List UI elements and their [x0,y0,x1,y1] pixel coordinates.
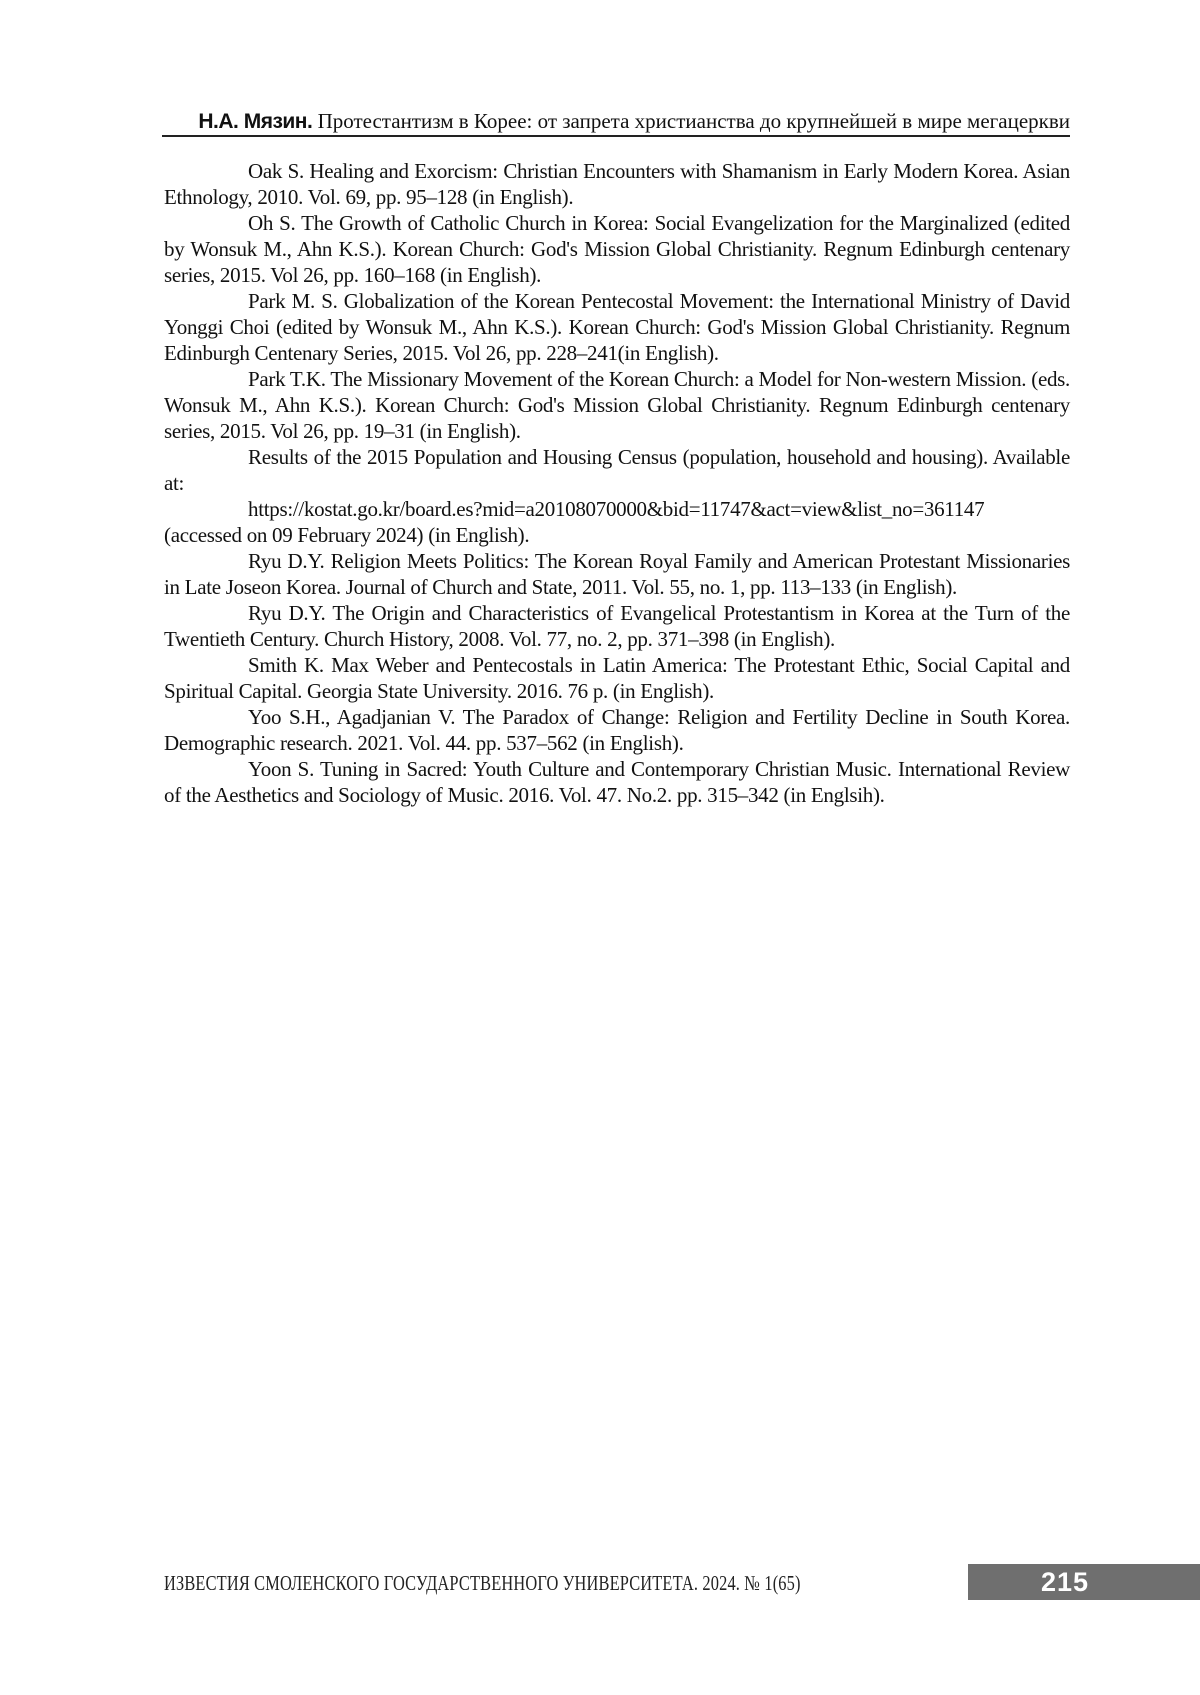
reference-url-link[interactable]: https://kostat.go.kr/board.es?mid=a20108070000&bid=11747&act=view&list_no=361147 [248,497,985,521]
header-author: Н.А. Мязин. [198,110,313,133]
reference-item [164,288,1070,366]
reference-text: Oak S. Healing and Exorcism: Christian Encounters with Shamanism in Early Modern Korea. Asian Ethnology, 2010. Vol. 69, pp. 95–128 (in English). [164,159,1070,209]
reference-text: Yoon S. Tuning in Sacred: Youth Culture and Contemporary Christian Music. International Review of the Aesthetics and Sociology of Music. 2016. Vol. 47. No.2. pp. 315–342 (in Englsih). [164,757,1070,807]
running-header [162,108,1070,135]
reference-item [164,158,1070,210]
reference-text: Smith K. Max Weber and Pentecostals in Latin America: The Protestant Ethic, Social Capital and Spiritual Capital. Georgia State University. 2016. 76 p. (in English). [164,653,1070,703]
reference-tail-text: (accessed on 09 February 2024) (in English). [164,523,530,547]
reference-text: Ryu D.Y. Religion Meets Politics: The Korean Royal Family and American Protestant Missionaries in Late Joseon Korea. Journal of Church and State, 2011. Vol. 55, no. 1, pp. 113–133 (in English). [164,549,1070,599]
reference-list [164,158,1070,808]
header-rule [162,135,1070,137]
footer-journal-title: ИЗВЕСТИЯ СМОЛЕНСКОГО ГОСУДАРСТВЕННОГО УНИВЕРСИТЕТА. 2024. № 1(65) [164,1571,801,1595]
reference-text: Oh S. The Growth of Catholic Church in Korea: Social Evangelization for the Marginalized (edited by Wonsuk M., Ahn K.S.). Korean Church: God's Mission Global Christianity. Regnum Edinburgh centenary series, 2015. Vol 26, pp. 160–168 (in English). [164,211,1070,287]
page-number: 215 [1040,1567,1090,1597]
header-article-title: Протестантизм в Корее: от запрета христианства до крупнейшей в мире мегацеркви [317,109,1070,133]
reference-item [164,756,1070,808]
reference-item [164,652,1070,704]
reference-item [164,600,1070,652]
reference-item [164,366,1070,444]
reference-text: Yoo S.H., Agadjanian V. The Paradox of Change: Religion and Fertility Decline in South Korea. Demographic research. 2021. Vol. 44. pp. 537–562 (in English). [164,705,1070,755]
reference-item [164,210,1070,288]
reference-item [164,704,1070,756]
reference-item [164,444,1070,548]
reference-text: Results of the 2015 Population and Housing Census (population, household and housing). Available at: [164,445,1070,495]
reference-item [164,548,1070,600]
reference-text: Park T.K. The Missionary Movement of the Korean Church: a Model for Non-western Mission. (eds. Wonsuk M., Ahn K.S.). Korean Church: God's Mission Global Christianity. Regnum Edinburgh centenary series, 2015. Vol 26, pp. 19–31 (in English). [164,367,1070,443]
reference-text: Park M. S. Globalization of the Korean Pentecostal Movement: the International Ministry of David Yonggi Choi (edited by Wonsuk M., Ahn K.S.). Korean Church: God's Mission Global Christianity. Regnum Edinburgh Centenary Series, 2015. Vol 26, pp. 228–241(in English). [164,289,1070,365]
reference-text: Ryu D.Y. The Origin and Characteristics of Evangelical Protestantism in Korea at the Turn of the Twentieth Century. Church History, 2008. Vol. 77, no. 2, pp. 371–398 (in English). [164,601,1070,651]
